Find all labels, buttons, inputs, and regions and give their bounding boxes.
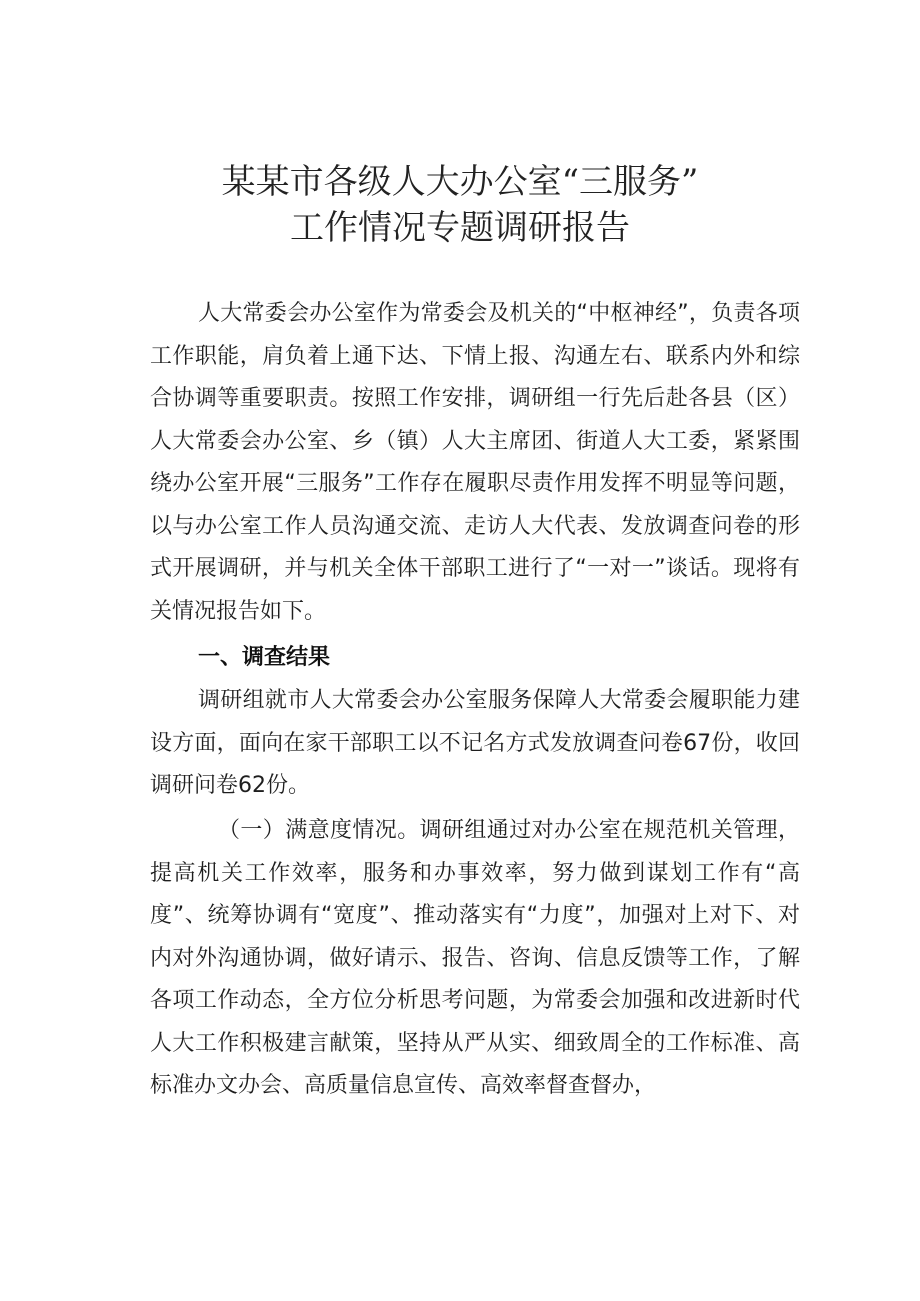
satisfaction-paragraph: （一）满意度情况。调研组通过对办公室在规范机关管理，提高机关工作效率，服务和办事效率，努力做到谋划工作有“高度”、统筹协调有“宽度”、推动落实有“力度”，加强对上对下、对内对外沟通协调，做好请示、报告、咨询、信息反馈等工作，了解各项工作动态，全方位分析思考问题，为常委会加强和改进新时代人大工作积极建言献策，坚持从严从实、细致周全的工作标准、高标准办文办会、高质量信息宣传、高效率督查督办， (150, 818, 800, 1098)
report-title-line-2: 工作情况专题调研报告 (290, 208, 630, 248)
intro-paragraph: 人大常委会办公室作为常委会及机关的“中枢神经”，负责各项工作职能，肩负着上通下达、下情上报、沟通左右、联系内外和综合协调等重要职责。按照工作安排，调研组一行先后赴各县（区）人大常委会办公室、乡（镇）人大主席团、街道人大工委，紧紧围绕办公室开展“三服务”工作存在履职尽责作用发挥不明显等问题，以与办公室工作人员沟通交流、走访人大代表、发放调查问卷的形式开展调研，并与机关全体干部职工进行了“一对一”谈话。现将有关情况报告如下。 (150, 301, 801, 624)
report-title-line-1: 某某市各级人大办公室“三服务” (221, 162, 699, 202)
section-heading-survey-results: 一、调查结果 (198, 645, 331, 670)
survey-paragraph: 调研组就市人大常委会办公室服务保障人大常委会履职能力建设方面，面向在家干部职工以不记名方式发放调查问卷67份，收回调研问卷62份。 (150, 688, 800, 798)
